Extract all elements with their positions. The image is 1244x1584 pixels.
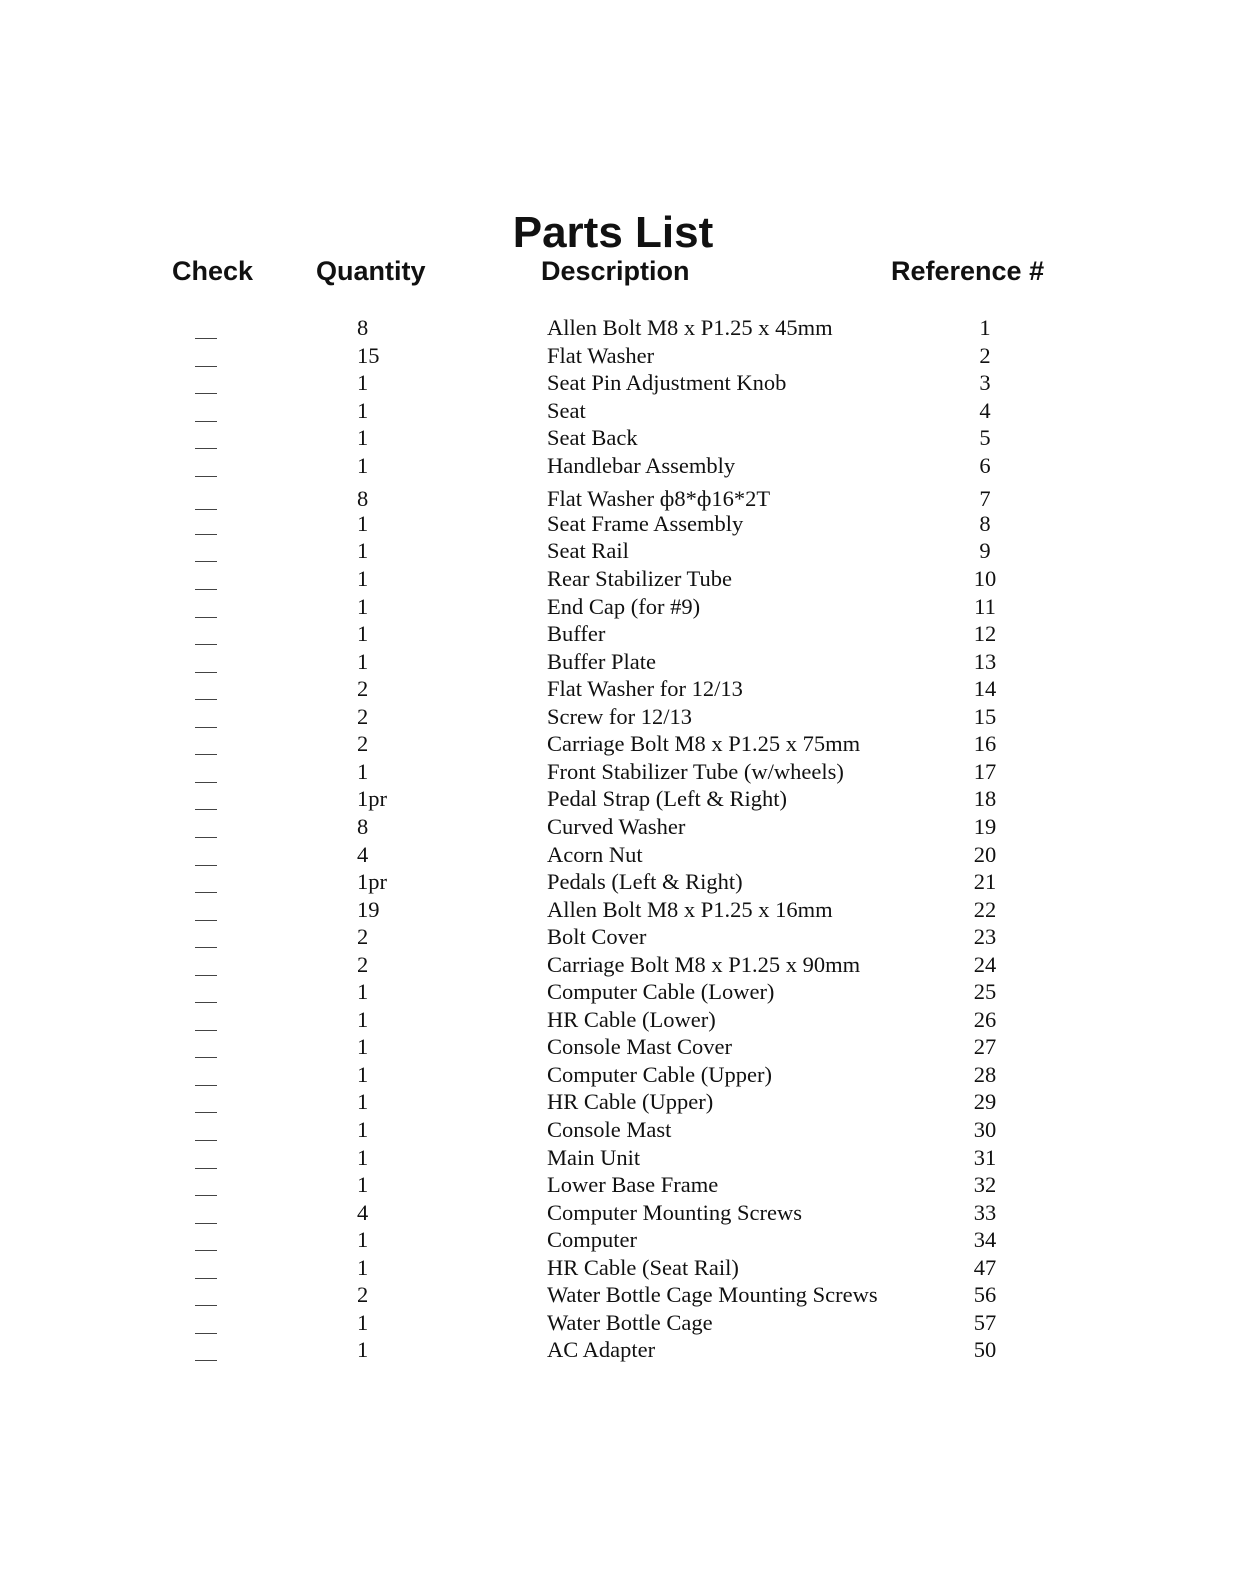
check-blank[interactable] — [195, 366, 217, 367]
description-cell: Computer Cable (Lower) — [547, 979, 775, 1005]
check-blank[interactable] — [195, 1168, 217, 1169]
description-cell: Front Stabilizer Tube (w/wheels) — [547, 758, 844, 784]
quantity-cell: 1pr — [357, 786, 387, 812]
quantity-cell: 1 — [357, 566, 369, 591]
quantity-cell: 2 — [357, 951, 369, 977]
quantity-cell: 1 — [357, 425, 369, 451]
quantity-cell: 15 — [357, 342, 380, 368]
table-row — [0, 620, 1244, 648]
check-blank[interactable] — [195, 837, 217, 838]
check-blank[interactable] — [195, 699, 217, 700]
table-row — [0, 1199, 1244, 1227]
check-blank[interactable] — [195, 727, 217, 728]
table-row — [0, 1116, 1244, 1144]
check-blank[interactable] — [195, 1223, 217, 1224]
table-row — [0, 923, 1244, 951]
column-header-reference: Reference # — [891, 256, 1045, 286]
check-blank[interactable] — [195, 809, 217, 810]
check-blank[interactable] — [195, 782, 217, 783]
reference-cell: 12 — [973, 621, 997, 646]
quantity-cell: 1 — [357, 593, 369, 619]
table-row — [0, 1088, 1244, 1116]
quantity-cell: 1 — [357, 1089, 369, 1115]
reference-cell: 25 — [973, 979, 997, 1005]
description-cell: Bolt Cover — [547, 924, 647, 950]
reference-cell: 23 — [973, 924, 997, 950]
quantity-cell: 1 — [357, 1337, 369, 1363]
description-cell: Flat Washer — [547, 342, 655, 368]
table-row — [0, 1336, 1244, 1364]
description-cell: Flat Washer for 12/13 — [547, 676, 743, 702]
description-cell: Console Mast Cover — [547, 1034, 732, 1060]
reference-cell: 22 — [973, 896, 997, 922]
reference-cell: 1 — [979, 315, 991, 340]
table-row — [0, 424, 1244, 452]
quantity-cell: 19 — [357, 896, 380, 922]
quantity-cell: 1 — [357, 979, 369, 1005]
reference-cell: 16 — [973, 731, 997, 757]
description-cell: Seat Pin Adjustment Knob — [547, 370, 787, 396]
quantity-cell: 1 — [357, 621, 369, 646]
check-blank[interactable] — [195, 1112, 217, 1113]
quantity-cell: 2 — [357, 1282, 369, 1308]
reference-cell: 4 — [979, 397, 991, 423]
description-cell: AC Adapter — [547, 1337, 656, 1363]
table-row — [0, 1254, 1244, 1282]
table-row — [0, 1006, 1244, 1034]
column-header-check: Check — [172, 256, 254, 286]
quantity-cell: 1 — [357, 758, 369, 784]
table-row — [0, 537, 1244, 565]
table-row — [0, 1281, 1244, 1309]
quantity-cell: 1 — [357, 1309, 369, 1335]
table-row — [0, 758, 1244, 786]
reference-cell: 8 — [979, 510, 991, 536]
check-blank[interactable] — [195, 644, 217, 645]
check-blank[interactable] — [195, 1305, 217, 1306]
description-cell: Allen Bolt M8 x P1.25 x 45mm — [547, 315, 833, 340]
quantity-cell: 1 — [357, 397, 369, 423]
description-cell: Lower Base Frame — [547, 1172, 719, 1198]
table-row — [0, 813, 1244, 841]
description-cell: Computer Cable (Upper) — [547, 1061, 772, 1087]
table-row — [0, 978, 1244, 1006]
quantity-cell: 1 — [357, 1254, 369, 1280]
reference-cell: 27 — [973, 1034, 997, 1060]
reference-cell: 56 — [973, 1282, 997, 1308]
check-blank[interactable] — [195, 421, 217, 422]
quantity-cell: 1 — [357, 1144, 369, 1170]
table-row — [0, 510, 1244, 538]
check-blank[interactable] — [195, 1195, 217, 1196]
check-blank[interactable] — [195, 1030, 217, 1031]
check-blank[interactable] — [195, 617, 217, 618]
reference-cell: 29 — [973, 1089, 997, 1115]
quantity-cell: 1 — [357, 1172, 369, 1198]
quantity-cell: 8 — [357, 486, 369, 512]
description-cell: Water Bottle Cage — [547, 1309, 713, 1335]
quantity-cell: 4 — [357, 1199, 369, 1225]
description-cell: Allen Bolt M8 x P1.25 x 16mm — [547, 896, 833, 922]
reference-cell: 21 — [973, 869, 997, 894]
quantity-cell: 1pr — [357, 869, 387, 894]
description-cell: Buffer — [547, 621, 606, 646]
quantity-cell: 1 — [357, 452, 369, 478]
description-cell: End Cap (for #9) — [547, 593, 701, 619]
reference-cell: 10 — [973, 566, 997, 591]
reference-cell: 30 — [973, 1117, 997, 1142]
table-row — [0, 565, 1244, 593]
description-cell: Computer — [547, 1227, 637, 1253]
table-row — [0, 342, 1244, 370]
reference-cell: 34 — [973, 1227, 997, 1253]
reference-cell: 3 — [979, 370, 991, 396]
check-blank[interactable] — [195, 754, 217, 755]
check-blank[interactable] — [195, 561, 217, 562]
reference-cell: 2 — [979, 342, 991, 368]
quantity-cell: 2 — [357, 924, 369, 950]
table-row — [0, 1226, 1244, 1254]
check-blank[interactable] — [195, 892, 217, 893]
table-row — [0, 369, 1244, 397]
description-cell: Curved Washer — [547, 813, 686, 839]
check-blank[interactable] — [195, 338, 217, 339]
reference-cell: 18 — [973, 786, 997, 812]
reference-cell: 11 — [974, 593, 996, 619]
description-cell: Seat Back — [547, 425, 638, 451]
description-cell: Pedal Strap (Left & Right) — [547, 786, 787, 812]
table-row — [0, 593, 1244, 621]
check-blank[interactable] — [195, 1250, 217, 1251]
description-cell: Console Mast — [547, 1117, 672, 1142]
reference-cell: 14 — [973, 676, 997, 702]
quantity-cell: 8 — [357, 813, 369, 839]
table-row — [0, 951, 1244, 979]
quantity-cell: 1 — [357, 510, 369, 536]
reference-cell: 15 — [973, 703, 997, 729]
check-blank[interactable] — [195, 1360, 217, 1361]
table-row — [0, 1309, 1244, 1337]
check-blank[interactable] — [195, 589, 217, 590]
description-cell: Flat Washer ф8*ф16*2T — [547, 486, 771, 512]
check-blank[interactable] — [195, 1057, 217, 1058]
check-blank[interactable] — [195, 975, 217, 976]
reference-cell: 20 — [973, 841, 997, 867]
quantity-cell: 1 — [357, 370, 369, 396]
column-header-quantity: Quantity — [316, 256, 426, 286]
check-blank[interactable] — [195, 393, 217, 394]
check-blank[interactable] — [195, 1140, 217, 1141]
description-cell: HR Cable (Seat Rail) — [547, 1254, 739, 1280]
reference-cell: 17 — [973, 758, 997, 784]
table-row — [0, 1033, 1244, 1061]
table-row — [0, 1171, 1244, 1199]
check-blank[interactable] — [195, 476, 217, 477]
table-row — [0, 452, 1244, 480]
description-cell: Seat Frame Assembly — [547, 510, 744, 536]
quantity-cell: 2 — [357, 731, 369, 757]
quantity-cell: 8 — [357, 315, 369, 340]
description-cell: Seat — [547, 397, 586, 423]
reference-cell: 6 — [979, 452, 991, 478]
description-cell: Rear Stabilizer Tube — [547, 566, 732, 591]
check-blank[interactable] — [195, 1333, 217, 1334]
reference-cell: 13 — [973, 648, 997, 674]
description-cell: Water Bottle Cage Mounting Screws — [547, 1282, 878, 1308]
quantity-cell: 1 — [357, 1117, 369, 1142]
quantity-cell: 1 — [357, 538, 369, 564]
reference-cell: 9 — [979, 538, 991, 564]
reference-cell: 50 — [973, 1337, 997, 1363]
quantity-cell: 1 — [357, 1061, 369, 1087]
table-row — [0, 703, 1244, 731]
table-row — [0, 397, 1244, 425]
description-cell: HR Cable (Upper) — [547, 1089, 714, 1115]
quantity-cell: 1 — [357, 648, 369, 674]
table-row — [0, 730, 1244, 758]
table-row — [0, 648, 1244, 676]
quantity-cell: 4 — [357, 841, 369, 867]
table-row — [0, 1061, 1244, 1089]
description-cell: Handlebar Assembly — [547, 452, 736, 478]
page-title-text: Parts List — [512, 208, 714, 257]
check-blank[interactable] — [195, 1278, 217, 1279]
reference-cell: 26 — [973, 1006, 997, 1032]
description-cell: Acorn Nut — [547, 841, 643, 867]
check-blank[interactable] — [195, 534, 217, 535]
column-header-description: Description — [541, 256, 690, 286]
quantity-cell: 1 — [357, 1006, 369, 1032]
reference-cell: 31 — [973, 1144, 997, 1170]
check-blank[interactable] — [195, 448, 217, 449]
reference-cell: 28 — [973, 1061, 997, 1087]
description-cell: Carriage Bolt M8 x P1.25 x 90mm — [547, 951, 861, 977]
description-cell: Main Unit — [547, 1144, 641, 1170]
quantity-cell: 2 — [357, 676, 369, 702]
table-row — [0, 868, 1244, 896]
reference-cell: 47 — [973, 1254, 997, 1280]
check-blank[interactable] — [195, 672, 217, 673]
description-cell: Carriage Bolt M8 x P1.25 x 75mm — [547, 731, 861, 757]
table-row — [0, 896, 1244, 924]
reference-cell: 57 — [973, 1309, 997, 1335]
description-cell: Screw for 12/13 — [547, 703, 692, 729]
table-row — [0, 675, 1244, 703]
description-cell: Pedals (Left & Right) — [547, 869, 743, 894]
reference-cell: 7 — [979, 486, 991, 512]
reference-cell: 24 — [973, 951, 997, 977]
check-blank[interactable] — [195, 920, 217, 921]
reference-cell: 5 — [979, 425, 991, 451]
description-cell: Computer Mounting Screws — [547, 1199, 802, 1225]
quantity-cell: 2 — [357, 703, 369, 729]
quantity-cell: 1 — [357, 1227, 369, 1253]
table-row — [0, 1144, 1244, 1172]
description-cell: Buffer Plate — [547, 648, 656, 674]
check-blank[interactable] — [195, 1085, 217, 1086]
check-blank[interactable] — [195, 1002, 217, 1003]
check-blank[interactable] — [195, 865, 217, 866]
description-cell: HR Cable (Lower) — [547, 1006, 716, 1032]
reference-cell: 33 — [973, 1199, 997, 1225]
table-row — [0, 314, 1244, 342]
reference-cell: 19 — [973, 813, 997, 839]
table-row — [0, 841, 1244, 869]
description-cell: Seat Rail — [547, 538, 629, 564]
check-blank[interactable] — [195, 947, 217, 948]
quantity-cell: 1 — [357, 1034, 369, 1060]
reference-cell: 32 — [973, 1172, 997, 1198]
table-row — [0, 785, 1244, 813]
